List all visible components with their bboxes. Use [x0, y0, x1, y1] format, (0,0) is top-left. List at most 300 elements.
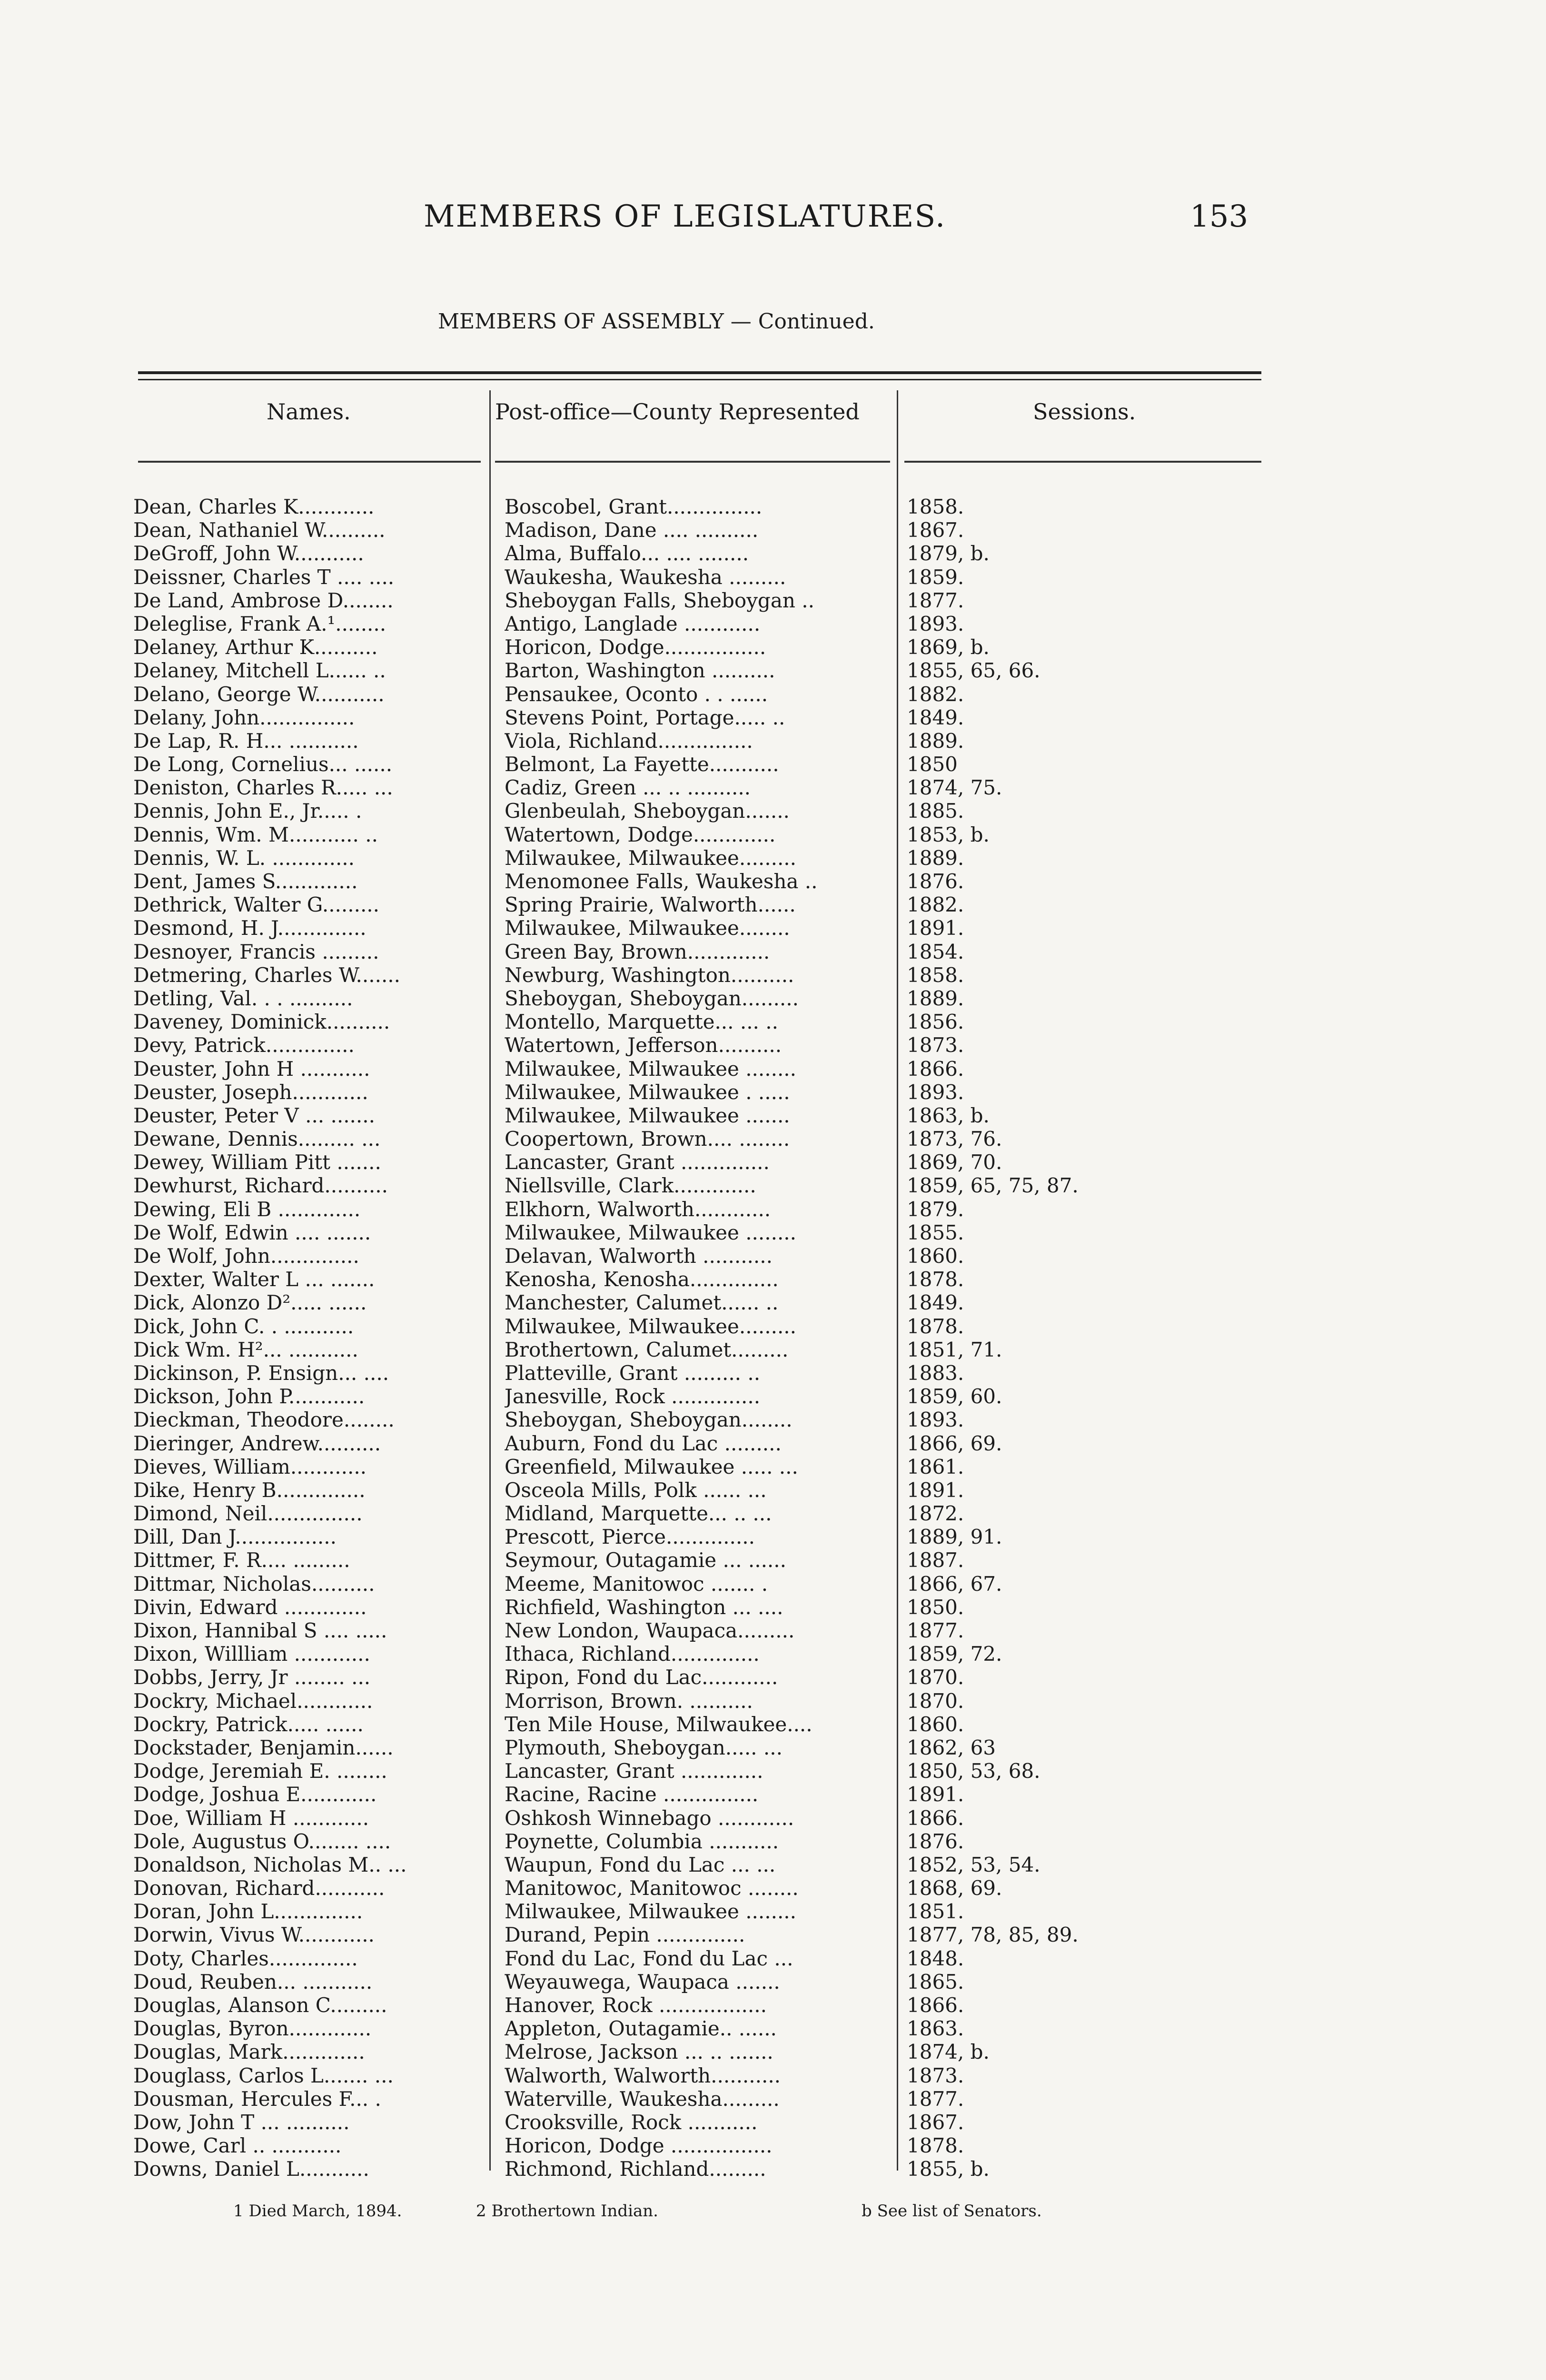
sessions: 1891.: [907, 1478, 964, 1502]
sessions: 1883.: [907, 1361, 964, 1385]
table-row: [133, 963, 1276, 987]
post-office-county: Janesville, Rock ..............: [505, 1385, 761, 1408]
table-row: [133, 659, 1276, 682]
sessions: 1866.: [907, 1806, 964, 1830]
table-row: [133, 2017, 1276, 2040]
post-office-county: Richfield, Washington ... ....: [505, 1595, 783, 1619]
table-row: [133, 518, 1276, 542]
member-name: Dennis, John E., Jr..... .: [133, 799, 362, 823]
table-row: [133, 987, 1276, 1010]
member-name: Dimond, Neil...............: [133, 1502, 363, 1526]
member-name: Delaney, Arthur K..........: [133, 635, 378, 659]
member-name: Dean, Nathaniel W..........: [133, 518, 386, 542]
member-name: De Lap, R. H... ...........: [133, 729, 359, 753]
post-office-county: Montello, Marquette... ... ..: [505, 1010, 778, 1034]
table-row: [133, 1455, 1276, 1478]
table-row: [133, 870, 1276, 893]
sessions: 1850.: [907, 1595, 964, 1619]
sessions: 1879.: [907, 1197, 964, 1221]
sessions: 1877.: [907, 2087, 964, 2111]
member-name: Dewey, William Pitt .......: [133, 1150, 381, 1174]
sessions: 1867.: [907, 518, 964, 542]
member-name: Dennis, Wm. M........... ..: [133, 823, 378, 846]
table-row: [133, 1150, 1276, 1174]
sessions: 1848.: [907, 1946, 964, 1970]
post-office-county: Meeme, Manitowoc ....... .: [505, 1572, 768, 1596]
sessions: 1859, 72.: [907, 1642, 1002, 1666]
sessions: 1873.: [907, 1033, 964, 1057]
post-office-county: Oshkosh Winnebago ............: [505, 1806, 794, 1830]
post-office-county: Richmond, Richland.........: [505, 2157, 766, 2181]
table-row: [133, 940, 1276, 963]
member-name: Divin, Edward .............: [133, 1595, 367, 1619]
sessions: 1868, 69.: [907, 1876, 1002, 1900]
member-name: Dieves, William............: [133, 1455, 367, 1478]
post-office-county: Belmont, La Fayette...........: [505, 753, 779, 776]
sessions: 1889.: [907, 729, 964, 753]
table-row: [133, 893, 1276, 916]
member-name: Dockry, Michael............: [133, 1689, 373, 1713]
post-office-county: Niellsville, Clark.............: [505, 1174, 756, 1198]
member-name: Deuster, Joseph............: [133, 1080, 368, 1104]
post-office-county: Melrose, Jackson ... .. .......: [505, 2040, 773, 2064]
post-office-county: Manitowoc, Manitowoc ........: [505, 1876, 799, 1900]
table-row: [133, 1361, 1276, 1385]
post-office-county: Kenosha, Kenosha..............: [505, 1268, 779, 1291]
member-name: Dewing, Eli B .............: [133, 1197, 361, 1221]
sessions: 1862, 63: [907, 1735, 996, 1759]
sessions: 1859, 65, 75, 87.: [907, 1174, 1079, 1198]
column-header-names: Names.: [267, 399, 351, 425]
member-name: Delano, George W...........: [133, 682, 385, 706]
member-name: DeGroff, John W...........: [133, 542, 364, 565]
table-row: [133, 1338, 1276, 1361]
member-name: Desnoyer, Francis .........: [133, 940, 379, 963]
table-row: [133, 846, 1276, 870]
table-row: [133, 1830, 1276, 1853]
member-name: Delaney, Mitchell L...... ..: [133, 659, 386, 683]
table-row: [133, 683, 1276, 706]
member-name: Dike, Henry B..............: [133, 1478, 366, 1502]
sessions: 1870.: [907, 1689, 964, 1713]
member-name: Doran, John L..............: [133, 1900, 363, 1924]
post-office-county: Durand, Pepin ..............: [505, 1923, 745, 1947]
table-row: [133, 1244, 1276, 1268]
table-row: [133, 2064, 1276, 2087]
sessions: 1866.: [907, 1057, 964, 1081]
member-name: Dowe, Carl .. ...........: [133, 2134, 342, 2158]
member-name: Deleglise, Frank A.¹........: [133, 612, 386, 635]
member-name: Dittmer, F. R.... .........: [133, 1548, 350, 1572]
post-office-county: Seymour, Outagamie ... ......: [505, 1548, 786, 1572]
table-row: [133, 916, 1276, 940]
footnote-b: b See list of Senators.: [862, 2202, 1042, 2221]
sessions: 1863.: [907, 2017, 964, 2041]
sessions: 1849.: [907, 1291, 964, 1315]
post-office-county: Coopertown, Brown.... ........: [505, 1127, 790, 1151]
post-office-county: Horicon, Dodge................: [505, 635, 766, 659]
table-row: [133, 2134, 1276, 2157]
table-row: [133, 823, 1276, 846]
table-row: [133, 1666, 1276, 1689]
post-office-county: Milwaukee, Milwaukee........: [505, 916, 790, 940]
sessions: 1889.: [907, 986, 964, 1010]
member-name: Doud, Reuben... ...........: [133, 1970, 373, 1993]
sessions: 1867.: [907, 2110, 964, 2134]
member-name: Douglas, Alanson C.........: [133, 1993, 387, 2017]
sessions: 1852, 53, 54.: [907, 1853, 1041, 1876]
member-name: Dodge, Joshua E............: [133, 1783, 377, 1806]
table-row: [133, 1876, 1276, 1900]
table-row: [133, 1033, 1276, 1057]
sessions: 1866.: [907, 1993, 964, 2017]
member-name: De Long, Cornelius... ......: [133, 753, 393, 776]
post-office-county: Greenfield, Milwaukee ..... ...: [505, 1455, 798, 1478]
sessions: 1873.: [907, 2063, 964, 2087]
post-office-county: Weyauwega, Waupaca .......: [505, 1970, 780, 1993]
post-office-county: Glenbeulah, Sheboygan.......: [505, 799, 790, 823]
post-office-county: Fond du Lac, Fond du Lac ...: [505, 1946, 793, 1970]
sessions: 1855.: [907, 1220, 964, 1244]
table-row: [133, 1081, 1276, 1104]
table-row: [133, 1923, 1276, 1946]
sessions: 1856.: [907, 1010, 964, 1034]
member-name: Dousman, Hercules F... .: [133, 2087, 381, 2111]
sessions: 1858.: [907, 495, 964, 518]
sessions: 1850, 53, 68.: [907, 1759, 1041, 1783]
table-row: [133, 706, 1276, 729]
member-name: Dodge, Jeremiah E. ........: [133, 1759, 387, 1783]
post-office-county: Cadiz, Green ... .. ..........: [505, 776, 751, 800]
table-row: [133, 1291, 1276, 1314]
table-row: [133, 1385, 1276, 1408]
post-office-county: Platteville, Grant ......... ..: [505, 1361, 761, 1385]
post-office-county: Prescott, Pierce..............: [505, 1525, 755, 1549]
member-name: Dobbs, Jerry, Jr ........ ...: [133, 1666, 371, 1689]
member-name: De Wolf, Edwin .... .......: [133, 1220, 371, 1244]
column-header-sessions: Sessions.: [1033, 399, 1136, 425]
table-row: [133, 1619, 1276, 1642]
post-office-county: Morrison, Brown. ..........: [505, 1689, 753, 1713]
member-name: Dent, James S.............: [133, 870, 358, 893]
sessions: 1863, b.: [907, 1103, 990, 1127]
member-name: Doe, William H ............: [133, 1806, 369, 1830]
table-subtitle: MEMBERS OF ASSEMBLY — Continued.: [438, 309, 875, 334]
post-office-county: Milwaukee, Milwaukee.........: [505, 1314, 796, 1338]
member-name: Dick Wm. H²... ...........: [133, 1338, 358, 1361]
post-office-county: Hanover, Rock .................: [505, 1993, 767, 2017]
table-row: [133, 799, 1276, 823]
table-row: [133, 729, 1276, 753]
table-row: [133, 753, 1276, 776]
sessions: 1877, 78, 85, 89.: [907, 1923, 1079, 1947]
sessions: 1870.: [907, 1666, 964, 1689]
sessions: 1859, 60.: [907, 1385, 1002, 1408]
sessions: 1855, 65, 66.: [907, 659, 1041, 683]
table-row: [133, 1432, 1276, 1455]
post-office-county: Menomonee Falls, Waukesha ..: [505, 870, 818, 893]
post-office-county: Barton, Washington ..........: [505, 659, 775, 683]
sessions: 1849.: [907, 705, 964, 729]
sessions: 1891.: [907, 1783, 964, 1806]
member-name: Dixon, Willliam ............: [133, 1642, 370, 1666]
table-row: [133, 1806, 1276, 1830]
post-office-county: Antigo, Langlade ............: [505, 612, 761, 635]
footnote-2: 2 Brothertown Indian.: [476, 2202, 658, 2221]
sessions: 1891.: [907, 916, 964, 940]
post-office-county: Lancaster, Grant .............: [505, 1759, 763, 1783]
table-row: [133, 1689, 1276, 1713]
post-office-county: Spring Prairie, Walworth......: [505, 893, 796, 917]
sessions: 1861.: [907, 1455, 964, 1478]
post-office-county: Milwaukee, Milwaukee ........: [505, 1220, 796, 1244]
table-row: [133, 565, 1276, 589]
post-office-county: Ithaca, Richland..............: [505, 1642, 760, 1666]
member-name: Dick, John C. . ...........: [133, 1314, 354, 1338]
member-name: De Land, Ambrose D........: [133, 588, 394, 612]
member-name: Deissner, Charles T .... ....: [133, 565, 395, 589]
table-row: [133, 1970, 1276, 1993]
member-name: Dewhurst, Richard..........: [133, 1174, 388, 1198]
sessions: 1885.: [907, 799, 964, 823]
post-office-county: Watertown, Jefferson..........: [505, 1033, 782, 1057]
table-row: [133, 612, 1276, 635]
table-row: [133, 1548, 1276, 1572]
table-row: [133, 589, 1276, 612]
sessions: 1889, 91.: [907, 1525, 1002, 1549]
member-name: Dean, Charles K............: [133, 495, 375, 518]
sessions: 1879, b.: [907, 542, 990, 565]
table-row: [133, 2040, 1276, 2063]
member-table: [133, 495, 1276, 2181]
post-office-county: Pensaukee, Oconto . . ......: [505, 682, 768, 706]
sessions: 1858.: [907, 963, 964, 987]
table-row: [133, 495, 1276, 518]
post-office-county: Madison, Dane .... ..........: [505, 518, 759, 542]
member-name: Dockry, Patrick..... ......: [133, 1712, 364, 1736]
sessions: 1855, b.: [907, 2157, 990, 2181]
post-office-county: Delavan, Walworth ...........: [505, 1244, 773, 1268]
sessions: 1866, 69.: [907, 1431, 1002, 1455]
post-office-county: Elkhorn, Walworth............: [505, 1197, 771, 1221]
table-row: [133, 1783, 1276, 1806]
table-row: [133, 1596, 1276, 1619]
table-row: [133, 1174, 1276, 1197]
top-rule-thick: [138, 371, 1261, 374]
member-name: Dexter, Walter L ... .......: [133, 1268, 375, 1291]
table-row: [133, 1127, 1276, 1150]
sessions: 1866, 67.: [907, 1572, 1002, 1596]
table-row: [133, 2111, 1276, 2134]
table-row: [133, 1993, 1276, 2017]
sessions: 1878.: [907, 2134, 964, 2158]
post-office-county: Manchester, Calumet...... ..: [505, 1291, 779, 1315]
header-underline-post-office: [495, 461, 890, 463]
table-row: [133, 1315, 1276, 1338]
sessions: 1872.: [907, 1502, 964, 1526]
post-office-county: Milwaukee, Milwaukee .......: [505, 1103, 790, 1127]
post-office-county: Osceola Mills, Polk ...... ...: [505, 1478, 767, 1502]
post-office-county: Poynette, Columbia ...........: [505, 1829, 779, 1853]
post-office-county: Newburg, Washington..........: [505, 963, 794, 987]
member-name: Dole, Augustus O........ ....: [133, 1829, 391, 1853]
post-office-county: Plymouth, Sheboygan..... ...: [505, 1735, 783, 1759]
sessions: 1878.: [907, 1268, 964, 1291]
member-name: Dow, John T ... ..........: [133, 2110, 350, 2134]
header-underline-names: [138, 461, 481, 463]
post-office-county: Sheboygan Falls, Sheboygan ..: [505, 588, 814, 612]
table-row: [133, 1900, 1276, 1923]
sessions: 1887.: [907, 1548, 964, 1572]
member-name: Douglas, Byron.............: [133, 2017, 372, 2041]
member-name: Douglass, Carlos L....... ...: [133, 2063, 394, 2087]
post-office-county: Walworth, Walworth...........: [505, 2063, 781, 2087]
member-name: Dockstader, Benjamin......: [133, 1735, 394, 1759]
post-office-county: Waupun, Fond du Lac ... ...: [505, 1853, 776, 1876]
sessions: 1877.: [907, 588, 964, 612]
table-row: [133, 776, 1276, 799]
member-name: Devy, Patrick..............: [133, 1033, 355, 1057]
table-row: [133, 1713, 1276, 1736]
post-office-county: Horicon, Dodge ................: [505, 2134, 773, 2158]
post-office-county: Milwaukee, Milwaukee.........: [505, 846, 796, 870]
member-name: Donaldson, Nicholas M.. ...: [133, 1853, 407, 1876]
member-name: Douglas, Mark.............: [133, 2040, 365, 2064]
sessions: 1869, 70.: [907, 1150, 1002, 1174]
header-underline-sessions: [904, 461, 1261, 463]
footnote-1: 1 Died March, 1894.: [233, 2202, 402, 2221]
member-name: Dickinson, P. Ensign... ....: [133, 1361, 389, 1385]
member-name: Dickson, John P............: [133, 1385, 365, 1408]
post-office-county: Green Bay, Brown.............: [505, 940, 770, 963]
table-row: [133, 1478, 1276, 1502]
member-name: Dittmar, Nicholas..........: [133, 1572, 375, 1596]
post-office-county: Lancaster, Grant ..............: [505, 1150, 770, 1174]
sessions: 1851, 71.: [907, 1338, 1002, 1361]
member-name: Deniston, Charles R..... ...: [133, 776, 393, 800]
post-office-county: Viola, Richland...............: [505, 729, 753, 753]
sessions: 1876.: [907, 1829, 964, 1853]
member-name: Dick, Alonzo D²..... ......: [133, 1291, 367, 1315]
member-name: Dorwin, Vivus W............: [133, 1923, 375, 1947]
post-office-county: Waukesha, Waukesha .........: [505, 565, 786, 589]
member-name: Detmering, Charles W.......: [133, 963, 401, 987]
sessions: 1859.: [907, 565, 964, 589]
post-office-county: Milwaukee, Milwaukee ........: [505, 1057, 796, 1081]
sessions: 1860.: [907, 1244, 964, 1268]
table-row: [133, 635, 1276, 659]
member-name: Desmond, H. J..............: [133, 916, 367, 940]
sessions: 1851.: [907, 1900, 964, 1924]
table-row: [133, 542, 1276, 565]
post-office-county: Racine, Racine ...............: [505, 1783, 759, 1806]
table-row: [133, 1268, 1276, 1291]
post-office-county: Auburn, Fond du Lac .........: [505, 1431, 782, 1455]
table-row: [133, 1057, 1276, 1081]
sessions: 1882.: [907, 893, 964, 917]
post-office-county: Midland, Marquette... .. ...: [505, 1502, 772, 1526]
table-row: [133, 1104, 1276, 1127]
table-row: [133, 2157, 1276, 2181]
member-name: Dethrick, Walter G.........: [133, 893, 380, 917]
post-office-county: Milwaukee, Milwaukee ........: [505, 1900, 796, 1924]
sessions: 1893.: [907, 1080, 964, 1104]
top-rule-thin: [138, 379, 1261, 380]
member-name: Deuster, John H ...........: [133, 1057, 370, 1081]
post-office-county: Watertown, Dodge.............: [505, 823, 776, 846]
post-office-county: Appleton, Outagamie.. ......: [505, 2017, 777, 2041]
member-name: Downs, Daniel L...........: [133, 2157, 369, 2181]
sessions: 1878.: [907, 1314, 964, 1338]
table-row: [133, 1408, 1276, 1431]
table-row: [133, 1502, 1276, 1525]
post-office-county: Boscobel, Grant...............: [505, 495, 763, 518]
member-name: Dixon, Hannibal S .... .....: [133, 1619, 387, 1642]
running-head-title: MEMBERS OF LEGISLATURES.: [424, 199, 946, 234]
table-row: [133, 1736, 1276, 1759]
table-row: [133, 1572, 1276, 1596]
post-office-county: Brothertown, Calumet.........: [505, 1338, 789, 1361]
post-office-county: Sheboygan, Sheboygan.........: [505, 986, 799, 1010]
table-row: [133, 1642, 1276, 1666]
member-name: Deuster, Peter V ... .......: [133, 1103, 375, 1127]
member-name: Dill, Dan J................: [133, 1525, 337, 1549]
post-office-county: Alma, Buffalo... .... ........: [505, 542, 749, 565]
table-row: [133, 1853, 1276, 1876]
sessions: 1893.: [907, 612, 964, 635]
post-office-county: Sheboygan, Sheboygan........: [505, 1408, 793, 1432]
sessions: 1874, 75.: [907, 776, 1002, 800]
member-name: Dieckman, Theodore........: [133, 1408, 395, 1432]
sessions: 1877.: [907, 1619, 964, 1642]
member-name: Delany, John...............: [133, 705, 355, 729]
sessions: 1860.: [907, 1712, 964, 1736]
sessions: 1889.: [907, 846, 964, 870]
post-office-county: Ripon, Fond du Lac............: [505, 1666, 778, 1689]
table-row: [133, 1525, 1276, 1548]
post-office-county: Stevens Point, Portage..... ..: [505, 705, 785, 729]
sessions: 1893.: [907, 1408, 964, 1432]
sessions: 1865.: [907, 1970, 964, 1993]
table-row: [133, 1221, 1276, 1244]
sessions: 1874, b.: [907, 2040, 990, 2064]
member-name: Dennis, W. L. .............: [133, 846, 355, 870]
table-row: [133, 1947, 1276, 1970]
sessions: 1873, 76.: [907, 1127, 1002, 1151]
sessions: 1869, b.: [907, 635, 990, 659]
table-row: [133, 1759, 1276, 1783]
table-row: [133, 1198, 1276, 1221]
sessions: 1853, b.: [907, 823, 990, 846]
member-name: Donovan, Richard...........: [133, 1876, 385, 1900]
sessions: 1854.: [907, 940, 964, 963]
post-office-county: Ten Mile House, Milwaukee....: [505, 1712, 813, 1736]
member-name: Dewane, Dennis......... ...: [133, 1127, 381, 1151]
table-row: [133, 2087, 1276, 2111]
member-name: De Wolf, John..............: [133, 1244, 359, 1268]
member-name: Doty, Charles..............: [133, 1946, 358, 1970]
post-office-county: Milwaukee, Milwaukee . .....: [505, 1080, 790, 1104]
member-name: Daveney, Dominick..........: [133, 1010, 390, 1034]
column-header-post-office: Post-office—County Represented: [495, 399, 860, 425]
post-office-county: New London, Waupaca.........: [505, 1619, 795, 1642]
member-name: Dieringer, Andrew..........: [133, 1431, 381, 1455]
sessions: 1850: [907, 753, 958, 776]
table-row: [133, 1010, 1276, 1033]
member-name: Detling, Val. . . ..........: [133, 986, 353, 1010]
sessions: 1876.: [907, 870, 964, 893]
post-office-county: Crooksville, Rock ...........: [505, 2110, 758, 2134]
